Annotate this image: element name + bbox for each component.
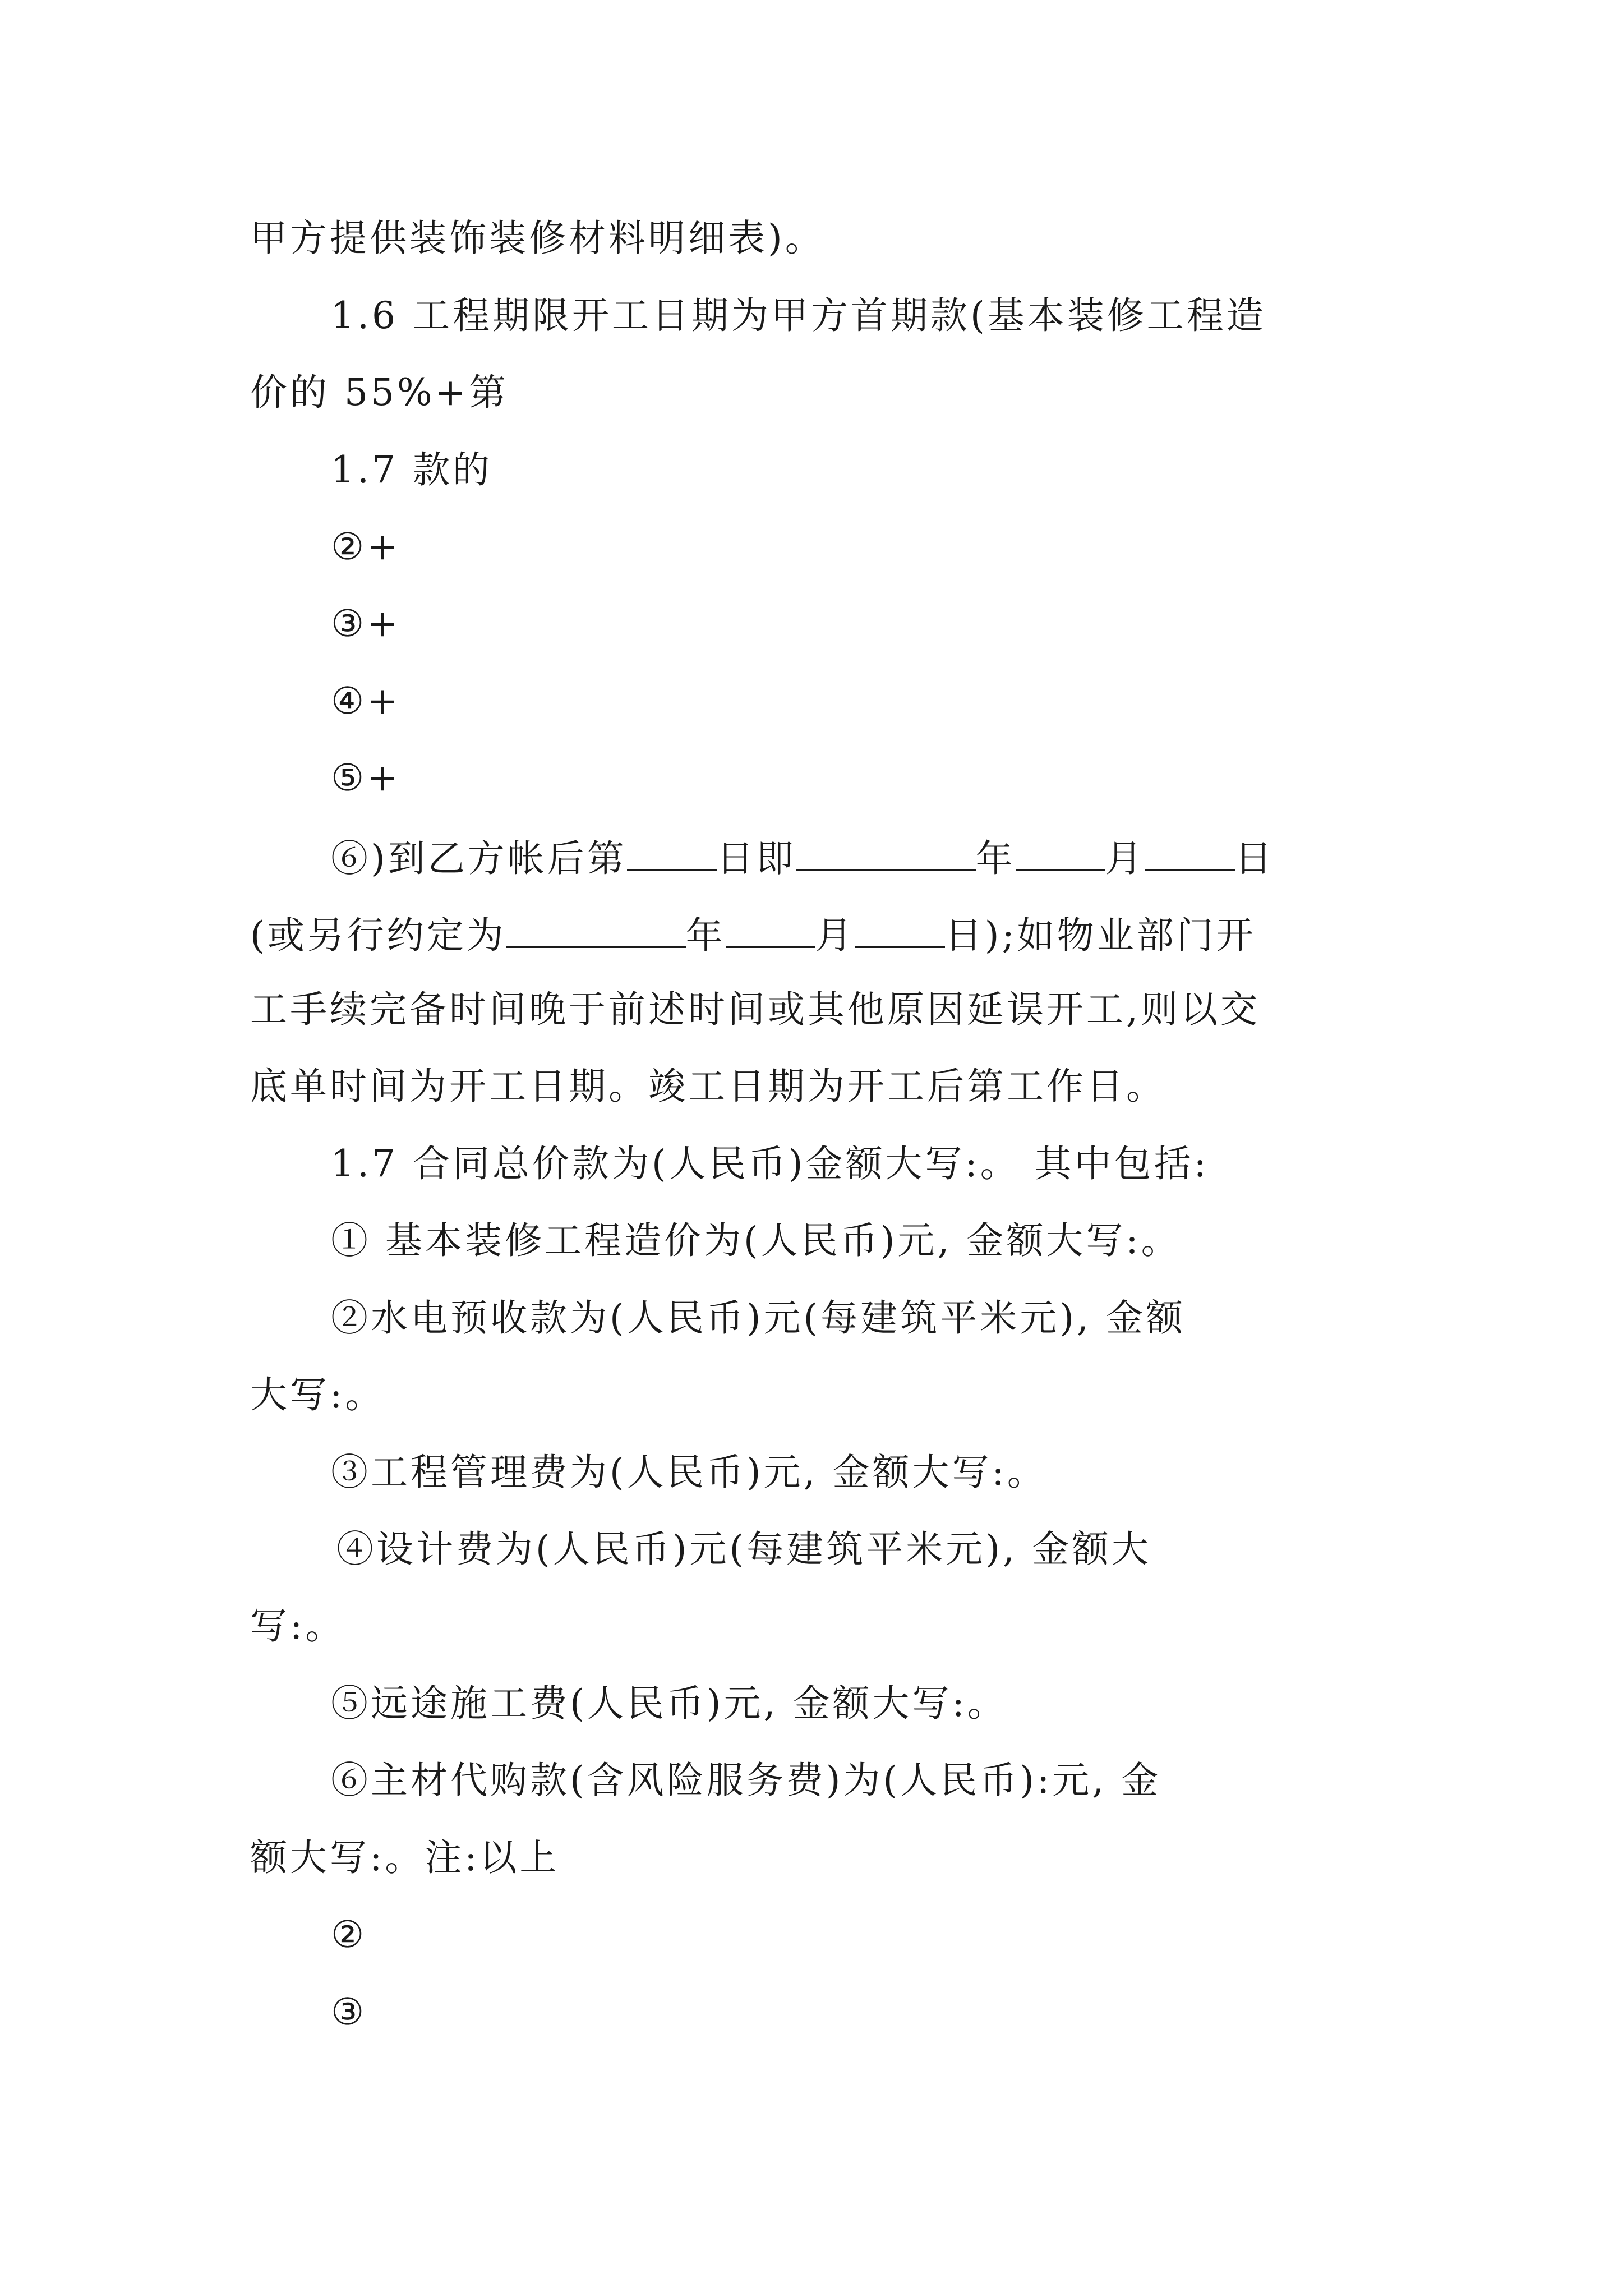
text-line: 写:。 xyxy=(250,1604,345,1648)
blank-day xyxy=(855,914,945,948)
text-line: ⑤+ xyxy=(331,756,401,799)
text-line: ⑥主材代购款(含风险服务费)为(人民币):元, 金 xyxy=(331,1759,1161,1802)
text-line-alt-date xyxy=(250,914,1256,957)
text-line: ③ xyxy=(331,1990,367,2033)
text-segment: ⑥)到乙方帐后第 xyxy=(331,837,627,880)
text-line: 1.7 款的 xyxy=(331,448,492,491)
text-line: ① 基本装修工程造价为(人民币)元, 金额大写:。 xyxy=(331,1219,1181,1262)
text-line: 价的 55%+第 xyxy=(250,371,509,414)
text-segment: 年 xyxy=(975,837,1016,880)
text-line: ④设计费为(人民币)元(每建筑平米元), 金额大 xyxy=(336,1527,1151,1571)
text-segment: 日);如物业部门开 xyxy=(944,914,1256,957)
text-line: 甲方提供装饰装修材料明细表)。 xyxy=(250,217,825,260)
text-line: ② xyxy=(331,1913,367,1956)
text-segment: 日 xyxy=(1234,837,1275,880)
text-line: 额大写:。注:以上 xyxy=(250,1836,560,1879)
blank-day xyxy=(1145,837,1235,871)
text-line: ④+ xyxy=(331,679,401,723)
blank-month xyxy=(1016,837,1105,871)
text-line-start-date xyxy=(331,837,1275,880)
text-line: 工手续完备时间晚于前述时间或其他原因延误开工,则以交 xyxy=(250,988,1260,1031)
blank-year xyxy=(796,837,976,871)
clause-1-6: 1.6 工程期限开工日期为甲方首期款(基本装修工程造 xyxy=(331,294,1266,337)
text-segment: 日即 xyxy=(716,837,796,880)
text-line: ②水电预收款为(人民币)元(每建筑平米元), 金额 xyxy=(331,1296,1186,1340)
text-line: ③工程管理费为(人民币)元, 金额大写:。 xyxy=(331,1451,1047,1494)
text-line: ⑤远途施工费(人民币)元, 金额大写:。 xyxy=(331,1682,1007,1725)
text-line: ②+ xyxy=(331,525,401,568)
text-segment: 年 xyxy=(685,914,726,957)
blank-days xyxy=(627,837,717,871)
text-line: 底单时间为开工日期。竣工日期为开工后第工作日。 xyxy=(250,1065,1166,1108)
text-line: 大写:。 xyxy=(250,1373,385,1416)
text-segment: 月 xyxy=(815,914,855,957)
text-line: ③+ xyxy=(331,602,401,645)
blank-month xyxy=(726,914,815,948)
text-segment: 月 xyxy=(1105,837,1145,880)
text-segment: (或另行约定为 xyxy=(250,914,506,957)
clause-1-7: 1.7 合同总价款为(人民币)金额大写:。 其中包括: xyxy=(331,1142,1209,1185)
blank-year xyxy=(506,914,686,948)
